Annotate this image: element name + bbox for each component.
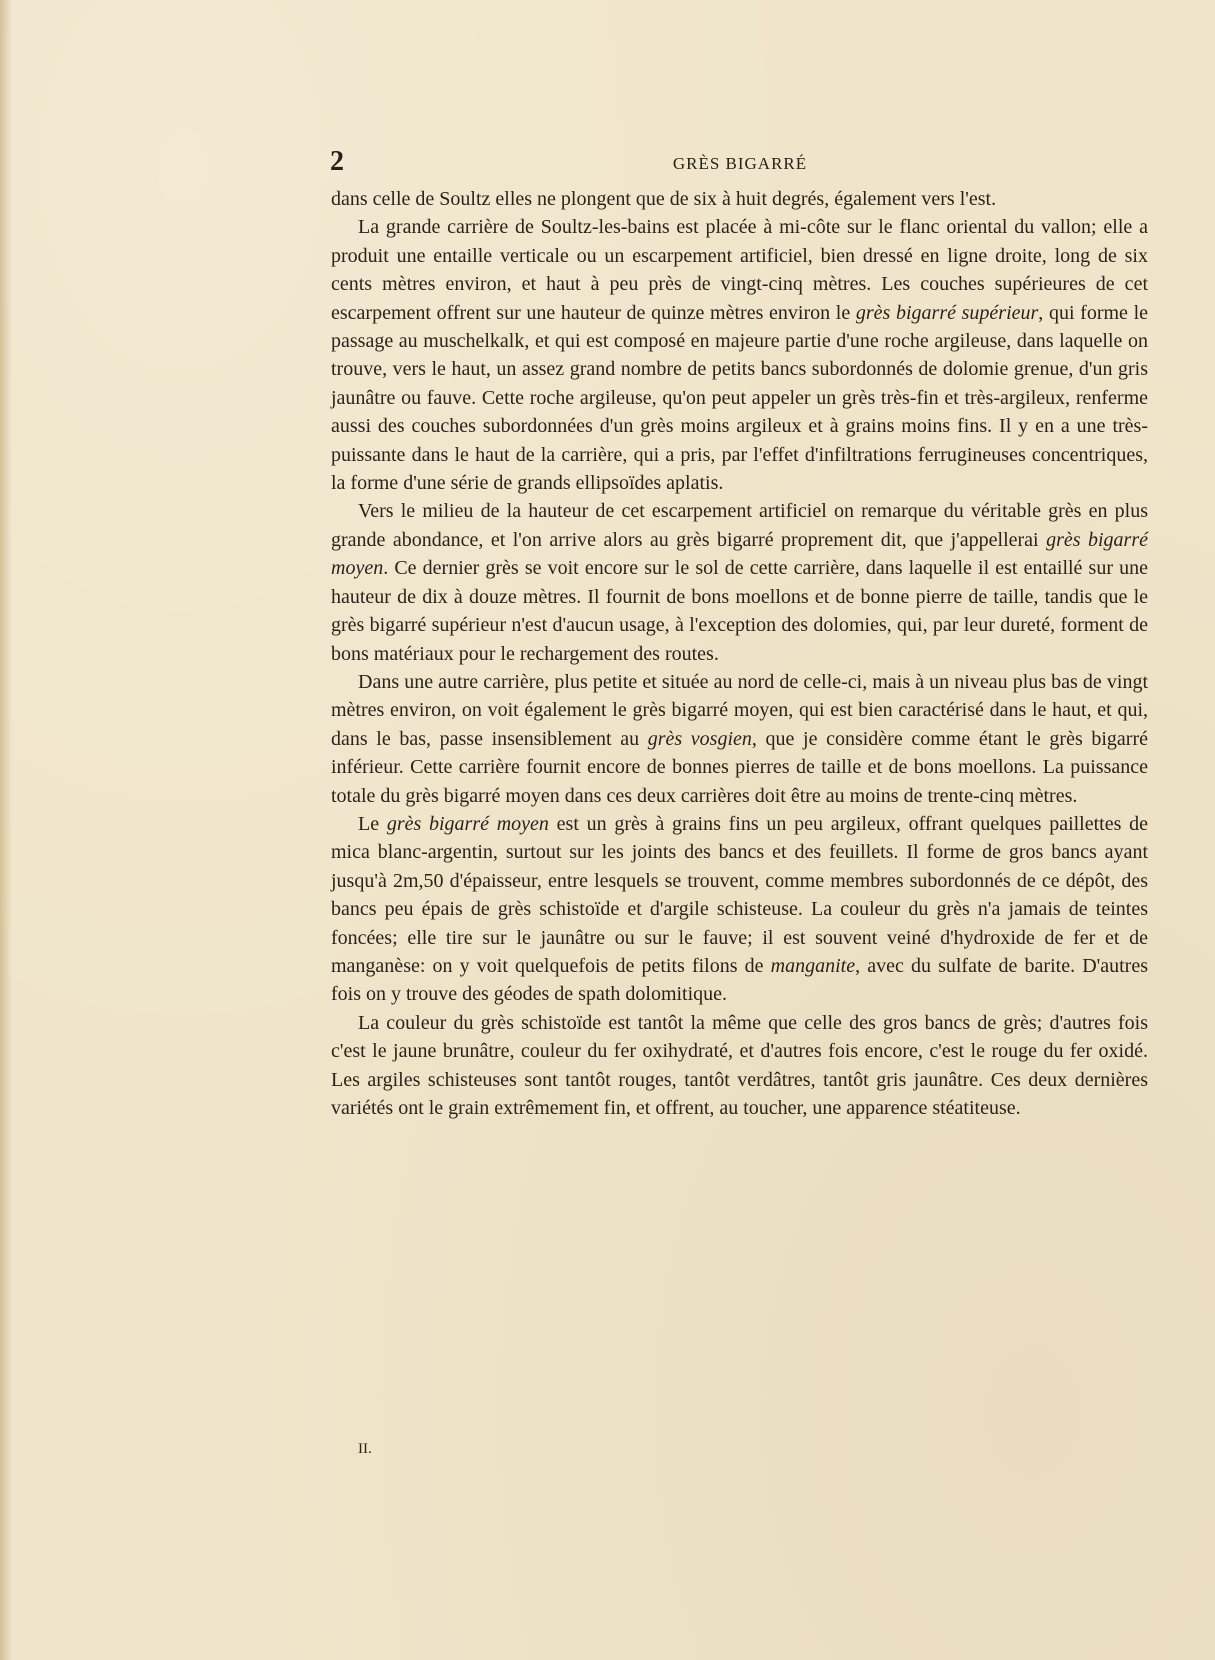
text-run: . Ce dernier grès se voit encore sur le sol de cette carrière, dans laquelle il est entaillé sur une hauteur de dix à douze mètres. Il fournit de bons moellons et de bonne pierre de taille, tandis que le grès bigarré supérieur n'est d'aucun usage, à l'exception des dolomies, qui, par leur dureté, forment de bons matériaux pour le rechargement des routes.: [331, 557, 1148, 665]
text-run: dans celle de Soultz elles ne plongent que de six à huit degrés, également vers l'est.: [331, 188, 997, 210]
paragraph: [331, 185, 1148, 213]
page-number: 2: [330, 146, 344, 177]
text-run: La grande carrière de Soultz-les-bains est placée à mi-côte sur le flanc oriental du vallon; elle a produit une entaille verticale ou un escarpement artificiel, bien dressé en ligne droite, long de six cents mètres environ, et haut à peu près de vingt-cinq mètres. Les couches supérieures de cet escarpement offrent sur une hauteur de quinze mètres environ le: [331, 216, 1148, 324]
body-text: [331, 185, 1148, 1122]
text-run: Vers le milieu de la hauteur de cet escarpement artificiel on remarque du véritable grès en plus grande abondance, et l'on arrive alors au grès bigarré proprement dit, que j'appellerai: [331, 500, 1148, 551]
text-run: La couleur du grès schistoïde est tantôt la même que celle des gros bancs de grès; d'autres fois c'est le jaune brunâtre, couleur du fer oxihydraté, et d'autres fois encore, c'est le rouge du fer oxidé. Les argiles schisteuses sont tantôt rouges, tantôt verdâtres, tantôt gris jaunâtre. Ces deux dernières variétés ont le grain extrêmement fin, et offrent, au toucher, une apparence stéatiteuse.: [331, 1011, 1148, 1119]
text-run: , que je considère comme étant le grès bigarré inférieur. Cette carrière fournit encore de bonnes pierres de taille et de bons moellons. La puissance totale du grès bigarré moyen dans ces deux carrières doit être au moins de trente-cinq mètres.: [331, 727, 1148, 807]
paragraph: [331, 1009, 1148, 1123]
paragraph: [331, 810, 1148, 1009]
italic-term: grès bigarré supérieur: [855, 301, 1039, 324]
paragraph: [331, 497, 1148, 667]
text-run: Dans une autre carrière, plus petite et située au nord de celle-ci, mais à un niveau plus bas de vingt mètres environ, on voit également le grès bigarré moyen, qui est bien caractérisé dans le haut, et qui, dans le bas, passe insensiblement au: [331, 670, 1148, 750]
signature-mark: II.: [358, 1441, 372, 1457]
italic-term: manganite: [770, 954, 856, 977]
italic-term: grès bigarré moyen: [331, 528, 1148, 580]
italic-term: grès vosgien: [647, 727, 752, 750]
paragraph: [331, 668, 1148, 810]
page-header: [330, 146, 1150, 180]
running-title: GRÈS BIGARRÉ: [672, 154, 808, 173]
text-run: Le: [358, 812, 387, 835]
text-run: , qui forme le passage au muschelkalk, et qui est composé en majeure partie d'une roche argileuse, dans laquelle on trouve, vers le haut, un assez grand nombre de petits bancs subordonnés de dolomie grenue, d'un gris jaunâtre ou fauve. Cette roche argileuse, qu'on peut appeler un grès très-fin et très-argileux, renferme aussi des couches subordonnées d'un grès moins argileux et à grains moins fins. Il y en a une très-puissante dans le haut de la carrière, qui a pris, par l'effet d'infiltrations ferrugineuses concentriques, la forme d'une série de grands ellipsoïdes aplatis.: [331, 301, 1149, 495]
page-edge-shadow: [0, 0, 12, 1660]
text-run: , avec du sulfate de barite. D'autres fois on y trouve des géodes de spath dolomitique.: [331, 954, 1148, 1006]
italic-term: grès bigarré moyen: [386, 812, 549, 835]
paragraph: [331, 213, 1148, 497]
text-run: est un grès à grains fins un peu argileux, offrant quelques paillettes de mica blanc-argentin, surtout sur les joints des bancs et des feuillets. Il forme de gros bancs ayant jusqu'à 2m,50 d'épaisseur, entre lesquels se trouvent, comme membres subordonnés de ce dépôt, des bancs peu épais de grès schistoïde et d'argile schisteuse. La couleur du grès n'a jamais de teintes foncées; elle tire sur le jaunâtre ou sur le fauve; il est souvent veiné d'hydroxide de fer et de manganèse: on y voit quelquefois de petits filons de: [331, 812, 1149, 977]
